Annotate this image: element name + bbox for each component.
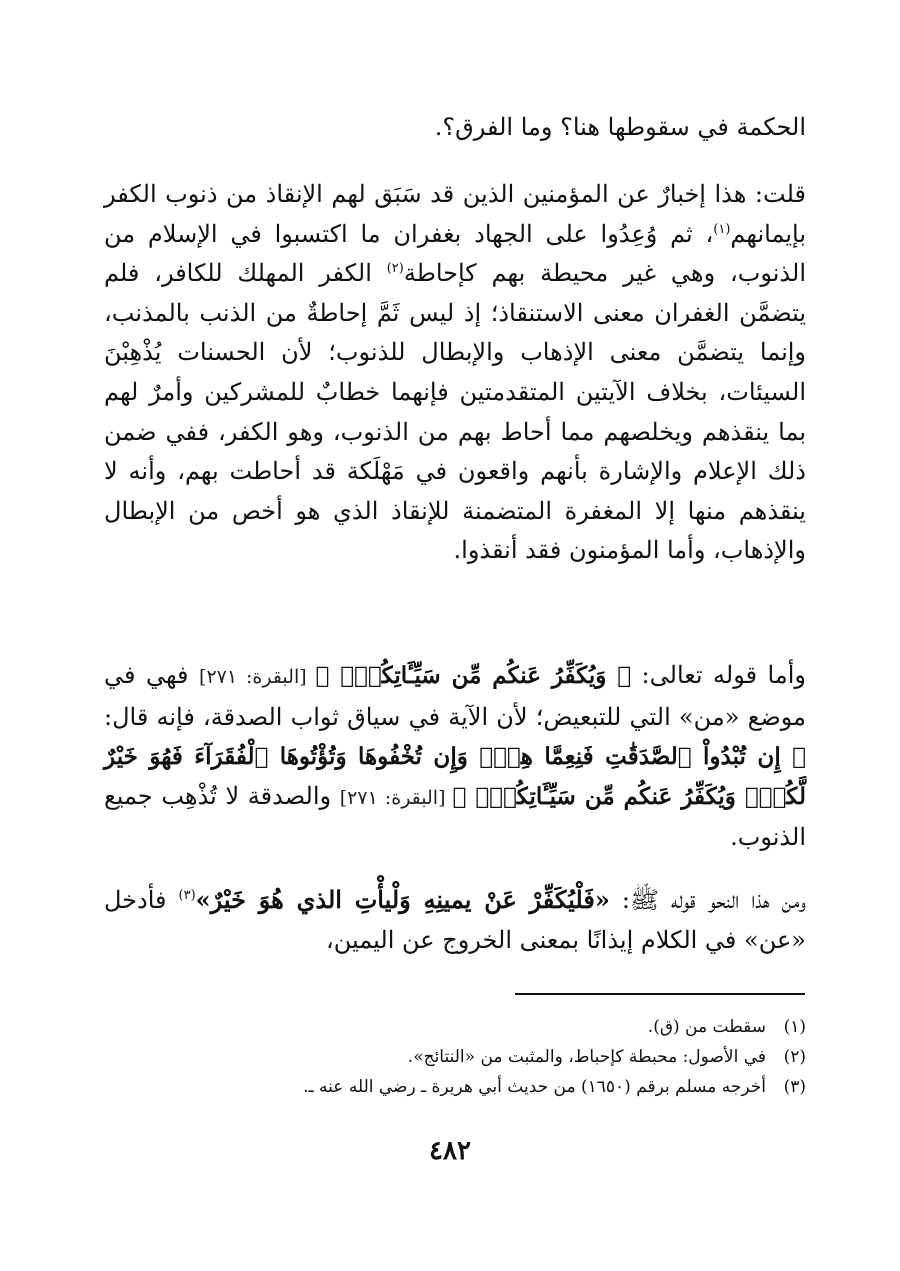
footnote-1 [104,1012,806,1042]
hadith-quote: «فَلْيُكَفِّرْ عَنْ يمينِهِ وَلْيأْتِ الذي هُوَ خَيْرٌ» [195,885,610,914]
paragraph-2 [104,175,806,571]
footnote-1-text: سقطت من (ق). [647,1017,766,1037]
paragraph-3-text-b: فهي في موضع «من» التي للتبعيض؛ لأن الآية في سياق ثواب الصدقة، فإنه قال: [104,661,806,731]
footnote-ref-3[interactable]: (٣) [178,888,196,903]
footnote-ref-1[interactable]: (١) [713,221,731,237]
footnote-2-number: (٢) [783,1047,806,1067]
paragraph-2-text-c: الكفر المهلك للكافر، فلم يتضمَّن الغفران معنى الاستنقاذ؛ إذ ليس ثَمَّ إحاطةٌ من الذنب بالمذنب، وإنما يتضمَّن معنى الإذهاب والإبطال للذنوب؛ لأن الحسنات يُذْهِبْنَ السيئات، بخلاف الآيتين المتقدمتين فإنهما خطابٌ للمشركين وأمرٌ لهم بما ينقذهم ويخلصهم مما أحاط بهم من الذنوب، وهو الكفر، ففي ضمن ذلك الإعلام والإشارة بأنهم واقعون في مَهْلَكة قد أحاطت بهم، وأنه لا ينقذهم منها إلا المغفرة المتضمنة للإنقاذ الذي هو أخص من الإبطال والإذهاب، وأما المؤمنون فقد أنقذوا. [104,259,806,565]
paragraph-2-text-a: قلت: هذا إخبارٌ عن المؤمنين الذين قد سَبَق لهم الإنقاذ من ذنوب الكفر بإيمانهم [104,180,806,248]
footnote-separator [515,993,805,995]
footnote-3-text: أخرجه مسلم برقم (١٦٥٠) من حديث أبي هريرة ـ رضي الله عنه ـ. [303,1077,766,1097]
paragraph-1 [104,108,806,148]
footnote-2 [104,1042,806,1072]
page-number: ٤٨٢ [429,1136,471,1166]
paragraph-2-text-b: ، ثم وُعِدُوا على الجهاد بغفران ما اكتسبوا في الإسلام من الذنوب، وهي غير محيطة بهم كإحاطة [104,219,807,288]
footnote-2-text: في الأصول: محبطة كإحباط، والمثبت من «النتائج». [407,1047,766,1067]
footnote-3-number: (٣) [783,1077,806,1097]
footnote-3 [104,1072,806,1102]
paragraph-4 [104,880,806,960]
paragraph-4-text-a: ومن هذا النحو قوله ﷺ: [609,886,806,914]
verse-citation-1: [البقرة: ٢٧١] [199,666,316,688]
paragraph-3-text-c: والصدقة لا تُذْهِب جميع الذنوب. [104,781,806,852]
footnote-ref-2[interactable]: (٢) [386,261,404,277]
paragraph-3-text-a: وأما قوله تعالى: [631,661,806,689]
paragraph-1-text: الحكمة في سقوطها هنا؟ وما الفرق؟. [434,113,806,141]
paragraph-3 [104,656,806,858]
footnote-1-number: (١) [783,1017,806,1037]
paragraph-4-text-b: فأدخل «عن» في الكلام إيذانًا بمعنى الخروج عن اليمين، [104,886,806,954]
verse-citation-2: [البقرة: ٢٧١] [339,786,453,809]
quran-verse-2: ﴿ إِن تُبْدُواْ ٱلصَّدَقَٰتِ فَنِعِمَّا هِيَۖ وَإِن تُخْفُوهَا وَتُؤْتُوهَا ٱلْفُقَرَآءَ فَهُوَ خَيْرٌ لَّكُمْۚ وَيُكَفِّرُ عَنكُم مِّن سَيِّـَٔاتِكُمْۗ ﴾ [104,743,806,810]
quran-verse-1: ﴿ وَيُكَفِّرُ عَنكُم مِّن سَيِّـَٔاتِكُمْۗ ﴾ [315,662,632,689]
footnotes [104,1012,806,1102]
